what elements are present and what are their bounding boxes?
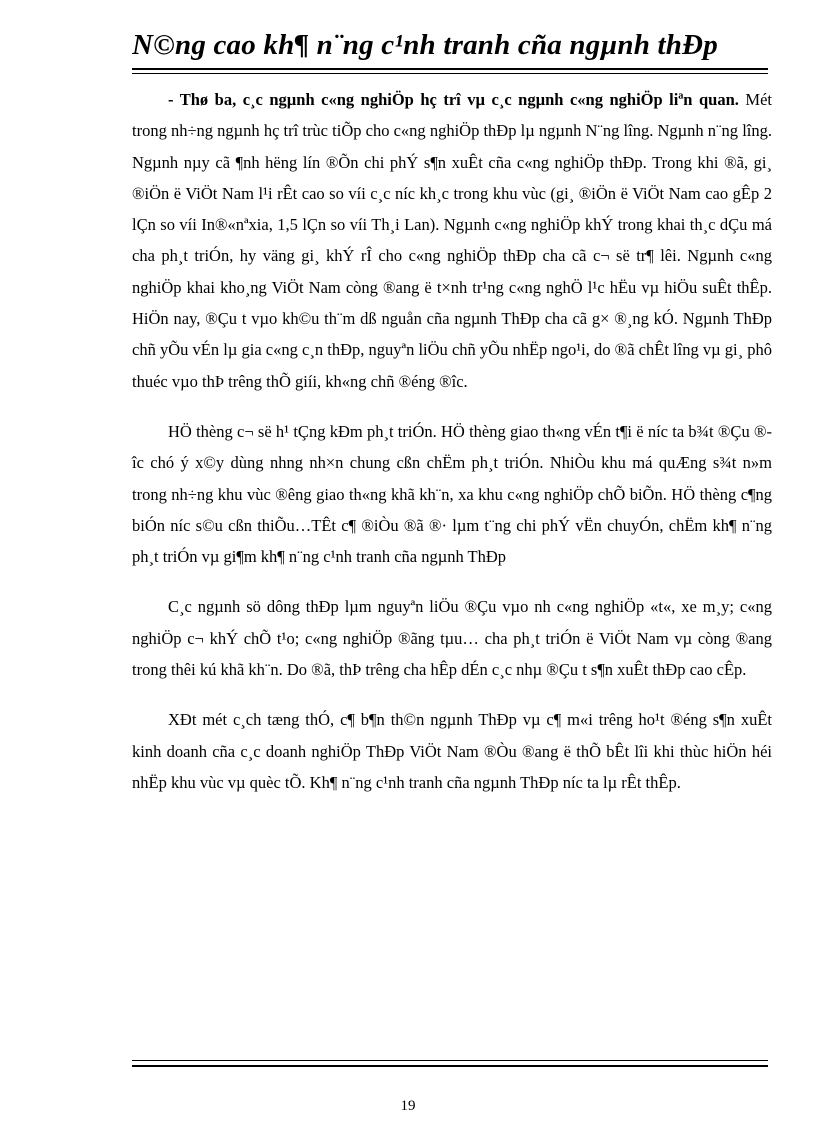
paragraph-lead: - Thø ba, c¸c ngµnh c«ng nghiÖp hç trî vµ c¸c ngµnh c«ng nghiÖp liªn quan.	[168, 90, 739, 109]
header-rule-top	[132, 68, 768, 70]
header-rule-bottom	[132, 73, 768, 74]
footer-rule-bottom	[132, 1065, 768, 1067]
footer-rule-top	[132, 1060, 768, 1061]
page-number: 19	[400, 1098, 416, 1114]
paragraph-overall-assessment	[132, 704, 772, 798]
paragraph-text: XÐt mét c¸ch tæng thÓ, c¶ b¶n th©n ngµnh ThÐp vµ c¶ m«i trêng ho¹t ®éng s¶n xuÊt kinh doanh cña c¸c doanh nghiÖp ThÐp ViÖt Nam ®Òu ®ang ë thÕ bÊt lîi khi thùc hiÖn héi nhËp khu vùc vµ quèc tÕ. Kh¶ n¨ng c¹nh tranh cña ngµnh ThÐp níc ta lµ rÊt thÊp.	[132, 710, 772, 792]
document-body	[132, 84, 772, 798]
page-header-title: N©ng cao kh¶ n¨ng c¹nh tranh cña ngµnh thÐp	[132, 29, 718, 61]
paragraph-steel-consumers	[132, 591, 772, 685]
paragraph-text: Mét trong nh÷ng ngµnh hç trî trùc tiÕp cho c«ng nghiÖp thÐp lµ ngµnh N¨ng lîng. Ngµnh n¨ng lîng. Ngµnh nµy cã ¶nh hëng lín ®Õn chi phÝ s¶n xuÊt cña c«ng nghiÖp thÐp. Trong khi ®ã, gi¸ ®iÖn ë ViÖt Nam l¹i rÊt cao so víi c¸c níc kh¸c trong khu vùc (gi¸ ®iÖn ë ViÖt Nam cao gÊp 2 lÇn so víi In®«nªxia, 1,5 lÇn so víi Th¸i Lan). Ngµnh c«ng nghiÖp khÝ trong khai th¸c dÇu má cha ph¸t triÓn, hy väng gi¸ khÝ rÎ cho c«ng nghiÖp thÐp cha cã c¬ së tr¶ lêi. Ngµnh c«ng nghiÖp khai kho¸ng ViÖt Nam còng ®ang ë t×nh tr¹ng c«ng nghÖ l¹c hËu vµ hiÖu suÊt thÊp. HiÖn nay, ®Çu t vµo kh©u th¨m dß nguån cña ngµnh ThÐp cha cã g× ®¸ng kÓ. Ngµnh ThÐp chñ yÕu vÉn lµ gia c«ng c¸n thÐp, nguyªn liÖu chñ yÕu nhËp ngo¹i, do ®ã chÊt lîng vµ gi¸ phô thuéc vµo thÞ trêng thÕ giíi, kh«ng chñ ®éng ®îc.	[132, 90, 772, 391]
paragraph-infrastructure	[132, 416, 772, 572]
paragraph-text: HÖ thèng c¬ së h¹ tÇng kÐm ph¸t triÓn. HÖ thèng giao th«ng vÉn t¶i ë níc ta b¾t ®Çu ®îc chó ý x©y dùng nhng nh×n chung cßn chËm ph¸t triÓn. NhiÒu khu má quÆng s¾t n»m trong nh÷ng khu vùc ®êng giao th«ng khã kh¨n, xa khu c«ng nghiÖp chÕ biÕn. HÖ thèng c¶ng biÓn níc s©u cßn thiÕu…TÊt c¶ ®iÒu ®ã ®· lµm t¨ng chi phÝ vËn chuyÓn, chËm kh¶ n¨ng ph¸t triÓn vµ gi¶m kh¶ n¨ng c¹nh tranh cña ngµnh ThÐp	[132, 421, 772, 567]
paragraph-text: C¸c ngµnh sö dông thÐp lµm nguyªn liÖu ®Çu vµo nh c«ng nghiÖp «t«, xe m¸y; c«ng nghiÖp c¬ khÝ chÕ t¹o; c«ng nghiÖp ®ãng tµu… cha ph¸t triÓn ë ViÖt Nam vµ còng ®ang trong thêi kú khã kh¨n. Do ®ã, thÞ trêng cha hÊp dÉn c¸c nhµ ®Çu t s¶n xuÊt thÐp cao cÊp.	[132, 597, 772, 680]
paragraph-supporting-industries	[132, 84, 772, 397]
